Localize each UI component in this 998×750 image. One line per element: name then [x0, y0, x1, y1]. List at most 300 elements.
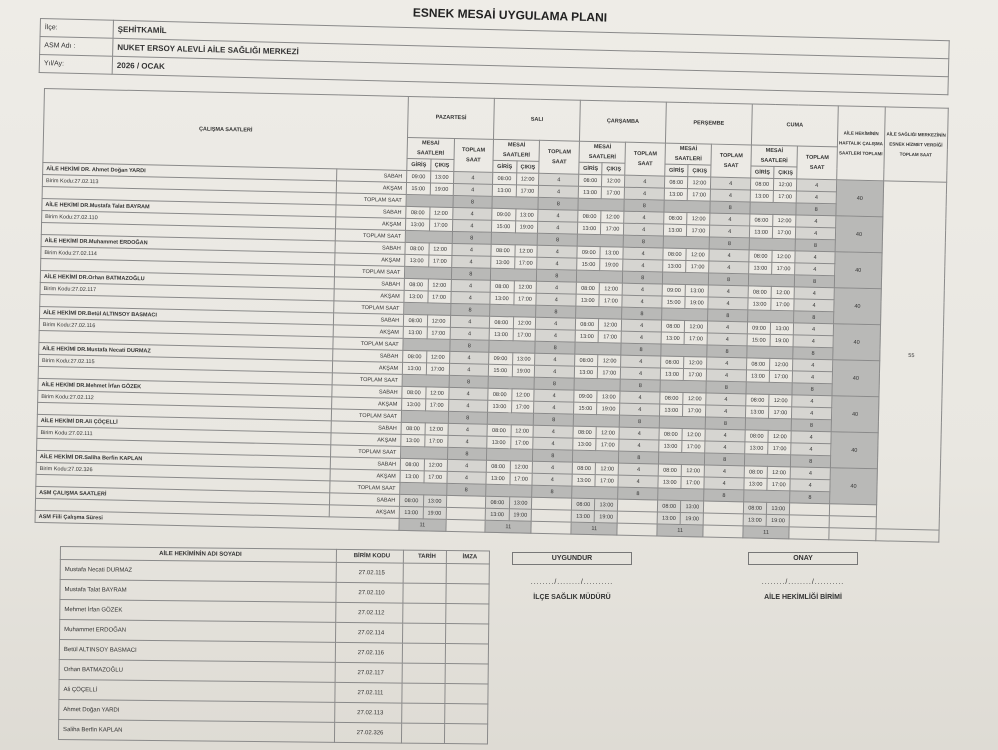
- hours-cell: 4: [622, 295, 662, 308]
- time-cell: 12:00: [428, 279, 451, 291]
- sabah-label: SABAH: [332, 385, 402, 399]
- header-table: [39, 18, 950, 95]
- time-cell: 17:00: [424, 435, 447, 447]
- blank-cell: [748, 274, 795, 287]
- birim-code: Birim Kodu:27.02.111: [37, 426, 331, 444]
- day-total: 8: [790, 491, 830, 504]
- weekly-total: 40: [830, 432, 878, 469]
- aksam-label: AKŞAM: [336, 181, 406, 195]
- time-cell: 17:00: [683, 405, 706, 417]
- date-dots-1: ......../......../..........: [530, 579, 614, 586]
- time-cell: 19:00: [423, 507, 446, 519]
- uygundur-label: UYGUNDUR: [512, 552, 632, 565]
- blank-cell: [572, 450, 619, 463]
- day-total: 8: [446, 483, 486, 496]
- time-cell: 17:00: [514, 257, 537, 269]
- hours-cell: 4: [796, 215, 836, 228]
- time-cell: 08:00: [490, 280, 514, 293]
- blank-cell: [829, 504, 876, 517]
- time-cell: 13:00: [509, 497, 532, 509]
- onay-block: [748, 552, 858, 601]
- day-total: 8: [705, 453, 745, 466]
- blank-cell: [487, 448, 534, 461]
- time-cell: 17:00: [428, 255, 451, 267]
- day-header: PERŞEMBE: [665, 102, 752, 145]
- role-ilce: İLÇE SAĞLIK MÜDÜRÜ: [533, 594, 611, 601]
- time-cell: 08:00: [493, 172, 517, 185]
- day-header: CUMA: [751, 104, 838, 147]
- weekly-total: 40: [835, 216, 883, 253]
- date-cell: [402, 663, 445, 683]
- blank-cell: [747, 346, 794, 359]
- time-cell: 17:00: [510, 437, 533, 449]
- time-cell: 13:00: [749, 262, 773, 275]
- doctor-name: AİLE HEKİMİ DR.Orhan BATMAZOĞLU: [40, 270, 334, 288]
- hours-cell: 4: [790, 479, 830, 492]
- doctor-list-name: Mehmet İrfan GÖZEK: [60, 600, 336, 623]
- day-total: 8: [450, 303, 490, 316]
- cikis-header: ÇIKIŞ: [688, 165, 711, 177]
- time-cell: 08:00: [664, 212, 688, 225]
- day-total: 8: [536, 305, 576, 318]
- hours-cell: 4: [618, 475, 658, 488]
- time-cell: 08:00: [661, 320, 685, 333]
- doctor-list-code: 27.02.326: [334, 722, 401, 743]
- toplam-saat-label: TOPLAM SAAT: [334, 265, 404, 279]
- page-title: ESNEK MESAİ UYGULAMA PLANI: [412, 5, 608, 25]
- time-cell: 17:00: [681, 477, 704, 489]
- time-cell: 12:00: [767, 466, 790, 478]
- date-cell: [402, 683, 445, 703]
- time-cell: 13:00: [748, 298, 772, 311]
- blank-cell: [749, 238, 796, 251]
- day-total: 8: [623, 271, 663, 284]
- blank-cell: [662, 308, 709, 321]
- cikis-header: ÇIKIŞ: [602, 163, 625, 175]
- time-cell: 13:00: [423, 495, 446, 507]
- blank-cell: [618, 499, 658, 512]
- day-total: 8: [710, 201, 750, 214]
- date-cell: [403, 583, 446, 603]
- weekly-total: 40: [831, 396, 879, 433]
- hours-cell: 4: [448, 387, 488, 400]
- doctor-list-code: 27.02.116: [335, 642, 402, 663]
- blank-cell: [744, 454, 791, 467]
- doctor-name: AİLE HEKİMİ DR.Mustafa Necati DURMAZ: [39, 342, 333, 360]
- hours-cell: 4: [711, 177, 751, 190]
- day-total: 8: [792, 383, 832, 396]
- signature-cell: [444, 724, 487, 744]
- time-cell: 12:00: [511, 389, 534, 401]
- time-cell: 15:00: [747, 334, 771, 347]
- time-cell: 19:00: [595, 511, 618, 523]
- asm-fiili-label: ASM Fiili Çalışma Süresi: [35, 510, 399, 530]
- calisma-header: ÇALIŞMA SAATLERİ: [43, 89, 409, 171]
- giris-header: GİRİŞ: [665, 164, 689, 177]
- blank-cell: [663, 236, 710, 249]
- day-total: 8: [452, 231, 492, 244]
- hours-cell: 4: [537, 281, 577, 294]
- sabah-label: SABAH: [334, 277, 404, 291]
- time-cell: 12:00: [425, 387, 448, 399]
- time-cell: 17:00: [516, 185, 539, 197]
- time-cell: 12:00: [426, 351, 449, 363]
- time-cell: 12:00: [601, 211, 624, 223]
- time-cell: 13:00: [663, 224, 687, 237]
- hours-cell: 4: [536, 329, 576, 342]
- hours-cell: 4: [452, 219, 492, 232]
- asm-label: ASM Adı :: [40, 37, 113, 57]
- time-cell: 13:00: [746, 370, 770, 383]
- hours-cell: 4: [621, 331, 661, 344]
- hours-cell: 4: [625, 187, 665, 200]
- hours-cell: 4: [453, 171, 493, 184]
- asm-hours-header: AİLE SAĞLIĞI MERKEZİNİN ESNEK HİZMET VERDİĞİ TOPLAM SAAT: [884, 107, 949, 182]
- time-cell: 12:00: [772, 250, 795, 262]
- hours-cell: 4: [705, 441, 745, 454]
- blank-cell: [492, 196, 539, 209]
- hours-cell: 4: [623, 247, 663, 260]
- doctor-list-code: 27.02.114: [336, 622, 403, 643]
- time-cell: 08:00: [402, 386, 426, 399]
- time-cell: 13:00: [577, 222, 601, 235]
- ilce-value: ŞEHİTKAMİL: [113, 20, 949, 58]
- mesai-header: MESAİ SAATLERİ: [579, 141, 626, 163]
- hours-cell: 4: [793, 359, 833, 372]
- signature-cell: [446, 584, 489, 604]
- time-cell: 13:00: [663, 260, 687, 273]
- hours-cell: 4: [451, 255, 491, 268]
- time-cell: 19:00: [509, 509, 532, 521]
- time-cell: 17:00: [425, 399, 448, 411]
- time-cell: 17:00: [686, 261, 709, 273]
- hours-cell: 4: [710, 213, 750, 226]
- toplam-saat-label: TOPLAM SAAT: [336, 193, 406, 207]
- time-cell: 17:00: [601, 223, 624, 235]
- blank-cell: [662, 272, 709, 285]
- blank-cell: [744, 490, 791, 503]
- time-cell: 12:00: [427, 315, 450, 327]
- total-header: TOPLAM SAAT: [625, 142, 665, 176]
- blank-cell: [491, 232, 538, 245]
- hours-cell: 4: [796, 227, 836, 240]
- hours-cell: 4: [621, 367, 661, 380]
- time-cell: 08:00: [660, 392, 684, 405]
- blank-cell: [572, 486, 619, 499]
- time-cell: 15:00: [492, 220, 516, 233]
- blank-cell: [406, 194, 453, 207]
- doctor-list-name: Saliha Berfin KAPLAN: [58, 719, 334, 742]
- blank-cell: [790, 503, 830, 516]
- time-cell: 12:00: [516, 173, 539, 185]
- time-cell: 15:00: [488, 364, 512, 377]
- time-cell: 12:00: [424, 459, 447, 471]
- hours-cell: 4: [449, 363, 489, 376]
- hours-cell: 4: [708, 321, 748, 334]
- time-cell: 09:00: [489, 352, 513, 365]
- day-total: 8: [708, 309, 748, 322]
- blank-cell: [401, 410, 448, 423]
- time-cell: 08:00: [750, 214, 774, 227]
- hours-cell: 4: [794, 323, 834, 336]
- time-cell: 12:00: [513, 317, 536, 329]
- weekly-total: 40: [833, 324, 881, 361]
- blank-cell: [789, 527, 829, 540]
- blank-cell: [487, 412, 534, 425]
- blank-cell: [704, 501, 744, 514]
- time-cell: 13:00: [405, 254, 429, 267]
- blank-cell: [829, 516, 876, 529]
- hours-cell: 4: [535, 353, 575, 366]
- time-cell: 13:00: [574, 366, 598, 379]
- time-cell: 13:00: [486, 472, 510, 485]
- aksam-label: AKŞAM: [332, 361, 402, 375]
- aksam-label: AKŞAM: [331, 433, 401, 447]
- time-cell: 12:00: [429, 207, 452, 219]
- doctor-name: AİLE HEKİMİ DR.Betül ALTINSOY BASMACI: [39, 306, 333, 324]
- time-cell: 13:00: [512, 353, 535, 365]
- hours-cell: 4: [707, 357, 747, 370]
- signature-cell: [445, 704, 488, 724]
- day-total: 8: [537, 269, 577, 282]
- blank-cell: [746, 382, 793, 395]
- date-cell: [402, 643, 445, 663]
- time-cell: 09:00: [747, 322, 771, 335]
- signature-cell: [446, 564, 489, 584]
- blank-cell: [574, 378, 621, 391]
- hours-cell: 4: [710, 225, 750, 238]
- mesai-header: MESAİ SAATLERİ: [751, 145, 798, 167]
- day-total: 8: [535, 377, 575, 390]
- uygundur-block: [512, 552, 632, 601]
- time-cell: 17:00: [768, 442, 791, 454]
- day-header: SALI: [494, 98, 581, 141]
- time-cell: 17:00: [513, 293, 536, 305]
- time-cell: 13:00: [430, 171, 453, 183]
- hours-cell: 4: [620, 391, 660, 404]
- day-total: 8: [535, 341, 575, 354]
- hours-cell: 4: [623, 283, 663, 296]
- time-cell: 17:00: [772, 262, 795, 274]
- asm-total-hours: 55: [876, 181, 947, 530]
- time-cell: 13:00: [767, 502, 790, 514]
- time-cell: 17:00: [599, 331, 622, 343]
- hours-cell: 4: [707, 333, 747, 346]
- signature-cell: [445, 624, 488, 644]
- cikis-header: ÇIKIŞ: [516, 161, 539, 173]
- toplam-saat-label: TOPLAM SAAT: [332, 373, 402, 387]
- time-cell: 08:00: [746, 358, 770, 371]
- blank-cell: [618, 511, 658, 524]
- doctor-list-name: Mustafa Talat BAYRAM: [60, 580, 336, 603]
- time-cell: 08:00: [489, 316, 513, 329]
- time-cell: 12:00: [770, 358, 793, 370]
- time-cell: 19:00: [766, 514, 789, 526]
- hours-cell: 4: [795, 263, 835, 276]
- time-cell: 08:00: [401, 422, 425, 435]
- day-total: 8: [619, 451, 659, 464]
- time-cell: 08:00: [750, 178, 774, 191]
- doctor-name: AİLE HEKİMİ DR.Mehmet İrfan GÖZEK: [38, 378, 332, 396]
- asm-value: NUKET ERSOY ALEVLİ AİLE SAĞLIĞI MERKEZİ: [113, 38, 949, 76]
- aksam-label: AKŞAM: [335, 217, 405, 231]
- time-cell: 17:00: [767, 478, 790, 490]
- hours-cell: 4: [791, 443, 831, 456]
- time-cell: 17:00: [598, 367, 621, 379]
- day-total: 8: [620, 379, 660, 392]
- blank-cell: [405, 230, 452, 243]
- aksam-label: AKŞAM: [330, 469, 400, 483]
- time-cell: 17:00: [602, 187, 625, 199]
- blank-cell: [445, 519, 485, 532]
- time-cell: 15:00: [662, 296, 686, 309]
- hours-cell: 4: [619, 439, 659, 452]
- hours-cell: 4: [796, 191, 836, 204]
- time-cell: 13:00: [488, 400, 512, 413]
- day-total: 8: [538, 197, 578, 210]
- time-cell: 17:00: [599, 295, 622, 307]
- time-cell: 13:00: [487, 436, 511, 449]
- time-cell: 13:00: [749, 226, 773, 239]
- doctor-list-code: 27.02.115: [336, 562, 403, 583]
- cikis-header: ÇIKIŞ: [430, 159, 453, 171]
- day-total: 8: [791, 455, 831, 468]
- time-cell: 17:00: [774, 190, 797, 202]
- yil-label: Yıl/Ay:: [39, 55, 112, 75]
- day-total: 8: [618, 487, 658, 500]
- time-cell: 12:00: [684, 357, 707, 369]
- time-cell: 17:00: [596, 439, 619, 451]
- time-cell: 08:00: [573, 426, 597, 439]
- day-total: 8: [448, 411, 488, 424]
- blank-cell: [405, 266, 452, 279]
- hours-cell: 4: [623, 259, 663, 272]
- day-total: 8: [710, 237, 750, 250]
- time-cell: 12:00: [596, 427, 619, 439]
- aksam-label: AKŞAM: [335, 253, 405, 267]
- time-cell: 08:00: [404, 278, 428, 291]
- hours-cell: 4: [791, 431, 831, 444]
- blank-cell: [658, 452, 705, 465]
- day-total: 8: [532, 485, 572, 498]
- day-total: 8: [538, 233, 578, 246]
- toplam-saat-label: TOPLAM SAAT: [331, 409, 401, 423]
- hours-cell: 4: [705, 465, 745, 478]
- fiili-hours: 11: [743, 526, 790, 539]
- time-cell: 13:00: [572, 474, 596, 487]
- time-cell: 13:00: [571, 510, 595, 523]
- blank-cell: [576, 270, 623, 283]
- blank-cell: [829, 528, 876, 541]
- aksam-label: AKŞAM: [329, 505, 399, 519]
- time-cell: 17:00: [687, 225, 710, 237]
- time-cell: 08:00: [404, 314, 428, 327]
- time-cell: 08:00: [659, 428, 683, 441]
- time-cell: 13:00: [745, 442, 769, 455]
- fiili-hours: 11: [485, 520, 532, 533]
- time-cell: 13:00: [658, 476, 682, 489]
- time-cell: 13:00: [403, 326, 427, 339]
- time-cell: 19:00: [597, 403, 620, 415]
- hours-cell: 4: [704, 477, 744, 490]
- time-cell: 12:00: [771, 286, 794, 298]
- blank-cell: [876, 529, 939, 542]
- time-cell: 08:00: [486, 496, 510, 509]
- time-cell: 13:00: [597, 391, 620, 403]
- hours-cell: 4: [447, 471, 487, 484]
- blank-cell: [576, 306, 623, 319]
- blank-cell: [403, 338, 450, 351]
- time-cell: 08:00: [744, 466, 768, 479]
- toplam-saat-label: TOPLAM SAAT: [330, 481, 400, 495]
- time-cell: 17:00: [513, 329, 536, 341]
- time-cell: 08:00: [572, 462, 596, 475]
- fiili-hours: 11: [657, 524, 704, 537]
- time-cell: 13:00: [489, 328, 513, 341]
- hours-cell: 4: [534, 389, 574, 402]
- day-total: 8: [796, 203, 836, 216]
- signature-cell: [445, 644, 488, 664]
- fiili-hours: 11: [399, 518, 446, 531]
- day-total: 8: [449, 375, 489, 388]
- blank-cell: [401, 446, 448, 459]
- time-cell: 12:00: [685, 321, 708, 333]
- giris-header: GİRİŞ: [579, 162, 603, 175]
- time-cell: 17:00: [682, 441, 705, 453]
- date-cell: [402, 703, 445, 723]
- time-cell: 17:00: [595, 475, 618, 487]
- time-cell: 13:00: [402, 362, 426, 375]
- time-cell: 08:00: [403, 350, 427, 363]
- hours-cell: 4: [792, 407, 832, 420]
- hours-cell: 4: [533, 437, 573, 450]
- hours-cell: 4: [619, 427, 659, 440]
- time-cell: 08:00: [658, 464, 682, 477]
- time-cell: 12:00: [688, 177, 711, 189]
- time-cell: 09:00: [662, 284, 686, 297]
- blank-cell: [531, 521, 571, 534]
- day-total: 8: [794, 311, 834, 324]
- time-cell: 08:00: [745, 430, 769, 443]
- birim-code: Birim Kodu:27.02.115: [38, 354, 332, 372]
- time-cell: 12:00: [511, 425, 534, 437]
- schedule-table: [35, 88, 949, 543]
- doctor-list-name: Orhan BATMAZOĞLU: [59, 659, 335, 682]
- day-total: 8: [709, 273, 749, 286]
- asm-row-label: ASM ÇALIŞMA SAATLERİ: [36, 486, 330, 504]
- day-total: 8: [451, 267, 491, 280]
- hours-cell: 4: [793, 335, 833, 348]
- hours-cell: 4: [707, 369, 747, 382]
- blank-cell: [659, 416, 706, 429]
- day-total: 8: [706, 417, 746, 430]
- time-cell: 13:00: [400, 470, 424, 483]
- blank-cell: [402, 374, 449, 387]
- fiili-hours: 11: [571, 522, 618, 535]
- sabah-label: SABAH: [329, 493, 399, 507]
- time-cell: 13:00: [406, 218, 430, 231]
- sabah-label: SABAH: [336, 205, 406, 219]
- time-cell: 13:00: [485, 508, 509, 521]
- time-cell: 12:00: [598, 355, 621, 367]
- hours-cell: 4: [622, 319, 662, 332]
- time-cell: 15:00: [406, 182, 430, 195]
- sabah-label: SABAH: [335, 241, 405, 255]
- hours-cell: 4: [708, 285, 748, 298]
- time-cell: 08:00: [405, 242, 429, 255]
- hours-cell: 4: [451, 243, 491, 256]
- yil-value: 2026 / OCAK: [112, 56, 948, 94]
